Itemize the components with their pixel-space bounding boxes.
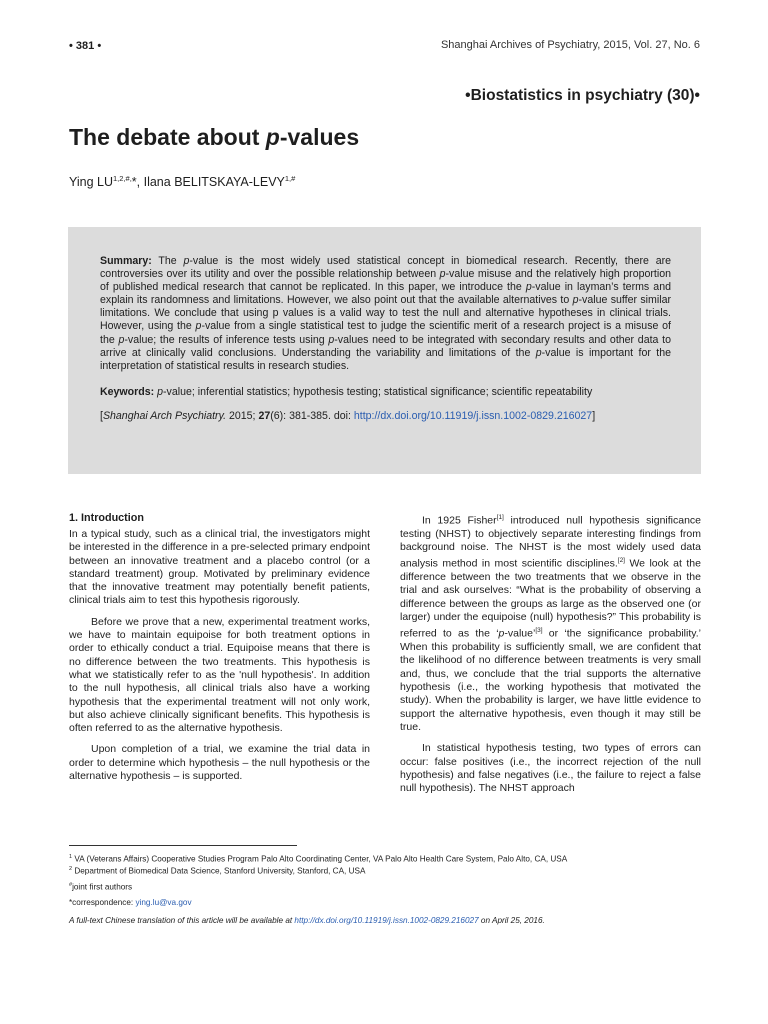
- author-name: Ying LU: [69, 175, 114, 190]
- article-citation: [Shanghai Arch Psychiatry. 2015; 27(6): 381-385. doi: http://dx.doi.org/10.11919/j.issn.1002-0829.216027]: [100, 409, 596, 422]
- summary-text: Summary: The p-value is the most widely used statistical concept in biomedical research. Recently, there are controversies over its utility and over the possible relationship between p-value misuse and the relatively high proportion of published medical research that cannot be replicated. In this paper, we introduce the p-value in layman’s terms and explain its randomness and limitations. However, we also point out that the available alternatives to p-value suffer similar limitations. We conclude that using p values is a valid way to test the null and alternative hypotheses in clinical trials. However, using the p-value from a single statistical test to judge the scientific merit of a research project is a misuse of the p-value; the results of inference tests using p-values need to be integrated with secondary results and other data to arrive at clinically valid conclusions. Understanding the variability and limitations of the p-value is important for the interpretation of statistical results in research studies.: [100, 255, 672, 372]
- journal-citation-header: Shanghai Archives of Psychiatry, 2015, Vol. 27, No. 6: [440, 39, 700, 51]
- reference-marker[interactable]: [1]: [496, 514, 504, 521]
- page-number: • 381 •: [69, 40, 102, 52]
- footnote: #joint first authors: [69, 882, 133, 892]
- footnote-correspondence: *correspondence: ying.lu@va.gov: [69, 898, 192, 907]
- body-column-right: [400, 511, 701, 795]
- paragraph: In 1925 Fisher[1] introduced null hypothesis significance testing (NHST) to objectively separate interesting findings from background noise. The NHST is the most widely used data analysis method in most scientific disciplines.[2] We look at the difference between the two treatments that we observe in the trial and ask ourselves: “What is the probability of observing a difference between the groups as large as the observed one (or larger) under the equipoise (null) hypothesis?” This probability is referred to as the ‘p-value’[3] or ‘the significance probability.’ When this probability is sufficiently small, we are confident that the likelihood of no difference between treatments is very small and, thus, we conclude that the trial supports the alternative hypothesis (i.e., the working hypothesis that motivated the study). When the probability is larger, we have little evidence to support the alternative hypothesis, even though it may still be true.: [400, 514, 702, 733]
- translation-note: A full-text Chinese translation of this article will be available at http://dx.doi.org/10.11919/j.issn.1002-0829.216027 on April 25, 2016.: [69, 916, 545, 925]
- section-heading: 1. Introduction: [69, 512, 144, 524]
- article-title: The debate about p-values: [69, 124, 360, 150]
- series-label: •Biostatistics in psychiatry (30)•: [465, 87, 700, 104]
- body-column-left: [69, 511, 370, 783]
- email-link[interactable]: ying.lu@va.gov: [135, 898, 192, 907]
- author-name: Ilana BELITSKAYA-LEVY: [143, 175, 285, 190]
- paragraph: Before we prove that a new, experimental treatment works, we have to maintain equipoise for both treatment options in order to ethically conduct a trial. Equipoise means that there is no difference between the two treatments. This hypothesis is what we statistically refer to as the 'null hypothesis'. In addition to the null hypothesis, all clinical trials also have a working hypothesis that the experimental treatment will not only work, but also achieve clinically significant benefits. This hypothesis is often referred to as the alternative hypothesis.: [69, 615, 370, 735]
- footnote: $^2$ Department of Biomedical Data Science, Stanford University, Stanford, CA, USA: [69, 866, 366, 876]
- reference-marker[interactable]: [3]: [535, 627, 543, 635]
- reference-marker[interactable]: [2]: [617, 557, 625, 565]
- abstract-box: [68, 227, 701, 474]
- paragraph: In a typical study, such as a clinical trial, the investigators might be interested in the difference in a pre-selected primary endpoint between an innovative treatment and a placebo control (or a standard treatment) group. Motivated by preliminary evidence that the innovative treatment may potentially benefit patients, clinical trials aim to test this hypothesis rigorously.: [69, 528, 370, 607]
- footnote: $^1$ VA (Veterans Affairs) Cooperative Studies Program Palo Alto Coordinating Center, VA Palo Alto Health Care System, Palo Alto, CA, USA: [69, 854, 568, 864]
- doi-link[interactable]: http://dx.doi.org/10.11919/j.issn.1002-0829.216027: [353, 409, 593, 422]
- paragraph: Upon completion of a trial, we examine the trial data in order to determine which hypothesis – the null hypothesis or the alternative hypothesis – is supported.: [69, 743, 370, 783]
- footnote-divider: [69, 845, 297, 846]
- translation-link[interactable]: http://dx.doi.org/10.11919/j.issn.1002-0829.216027: [294, 916, 479, 925]
- author-list: Ying $LU^{1,2,\#,}*$, Ilana BELITSKAYA-$LEVY^{1,\#}$: [69, 174, 296, 190]
- keywords: Keywords: p-value; inferential statistics; hypothesis testing; statistical significance; scientific repeatability: [100, 385, 593, 398]
- paragraph: In statistical hypothesis testing, two types of errors can occur: false positives (i.e., the incorrect rejection of the null hypothesis) and false negatives (i.e., the failure to reject a false null hypothesis). The NHST approach: [400, 742, 701, 795]
